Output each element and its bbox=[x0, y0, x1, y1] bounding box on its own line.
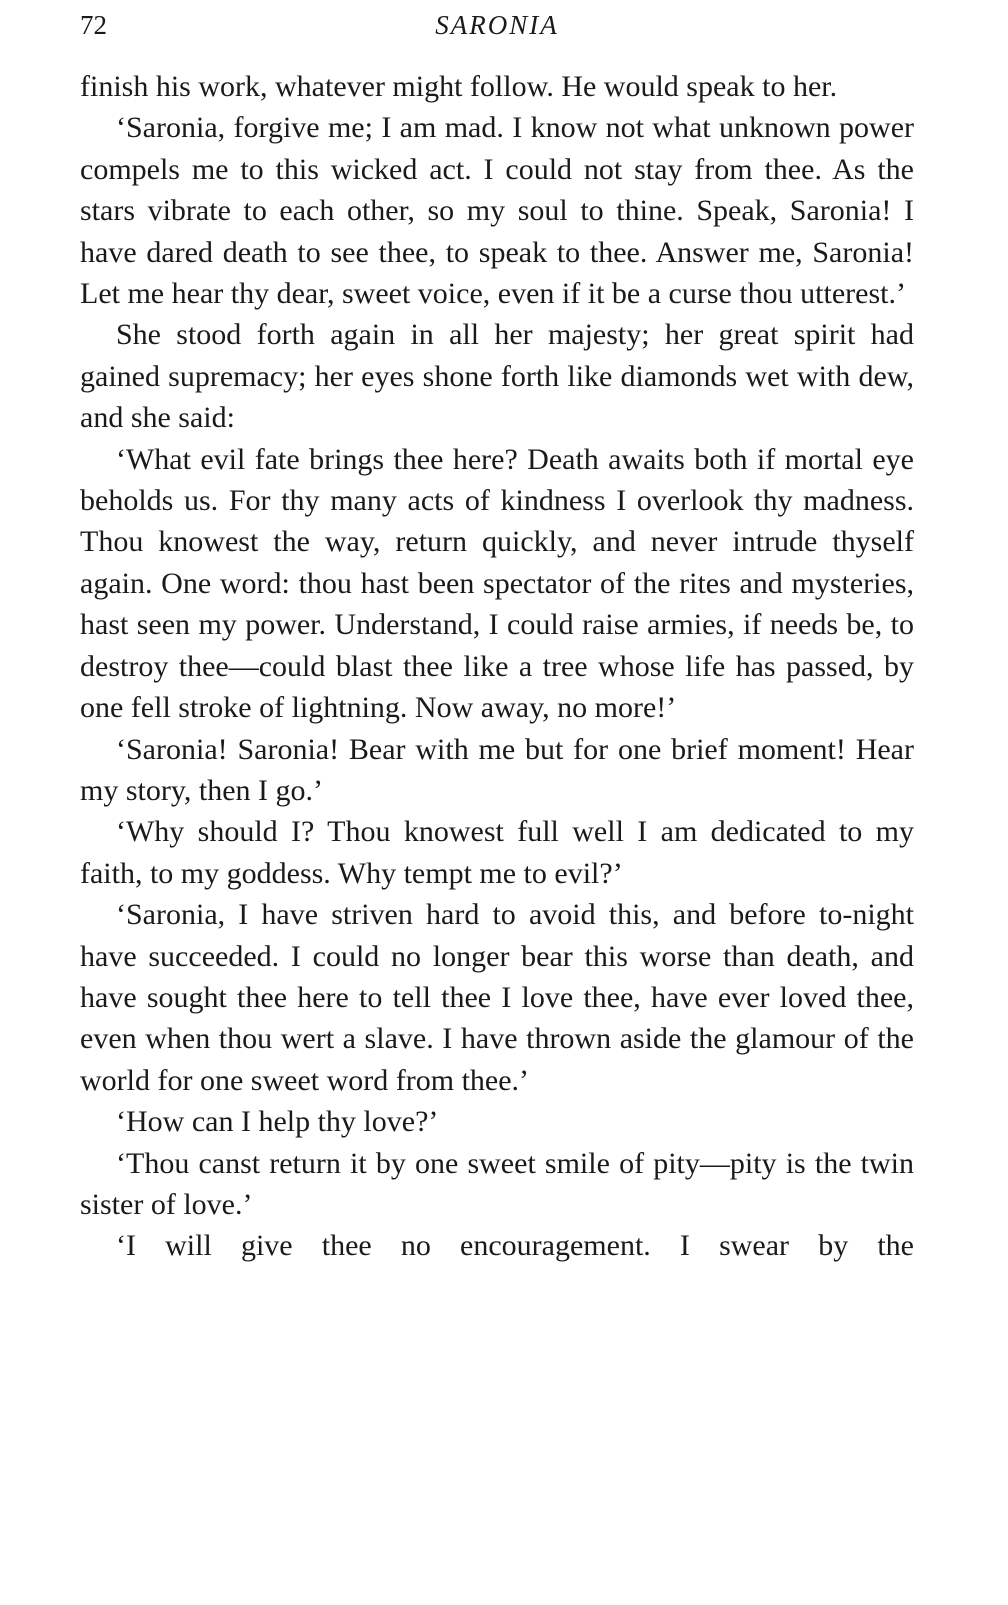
body-text bbox=[80, 66, 914, 1267]
paragraph: ‘Saronia, forgive me; I am mad. I know not what unknown power compels me to this wicked act. I could not stay from thee. As the stars vibrate to each other, so my soul to thine. Speak, Saronia! I have dared death to see thee, to speak to thee. Answer me, Saronia! Let me hear thy dear, sweet voice, even if it be a curse thou utterest.’ bbox=[80, 111, 914, 311]
paragraph: ‘Saronia! Saronia! Bear with me but for one brief moment! Hear my story, then I go.’ bbox=[80, 732, 914, 807]
paragraph-continues: ‘I will give thee no encouragement. I swear by the bbox=[116, 1229, 914, 1263]
running-title: SARONIA bbox=[435, 10, 559, 40]
paragraph: ‘How can I help thy love?’ bbox=[116, 1105, 439, 1139]
paragraph: ‘Saronia, I have striven hard to avoid this, and before to-night have succeeded. I could no longer bear this worse than death, and have sought thee here to tell thee I love thee, have ever loved thee, even when thou wert a slave. I have thrown aside the glamour of the world for one sweet word from thee.’ bbox=[80, 898, 914, 1097]
paragraph: ‘Why should I? Thou knowest full well I am dedicated to my faith, to my goddess. Why tempt me to evil?’ bbox=[80, 815, 914, 890]
page-number: 72 bbox=[80, 10, 107, 40]
running-head bbox=[80, 8, 914, 42]
paragraph: ‘Thou canst return it by one sweet smile of pity—pity is the twin sister of love.’ bbox=[80, 1146, 914, 1221]
paragraph-continuation: finish his work, whatever might follow. He would speak to her. bbox=[80, 70, 838, 103]
paragraph: She stood forth again in all her majesty; her great spirit had gained supremacy; her eyes shone forth like diamonds wet with dew, and she said: bbox=[80, 318, 914, 435]
paragraph: ‘What evil fate brings thee here? Death awaits both if mortal eye beholds us. For thy many acts of kindness I overlook thy madness. Thou knowest the way, return quickly, and never intrude thyself again. One word: thou hast been spectator of the rites and mysteries, hast seen my power. Understand, I could raise armies, if needs be, to destroy thee—could blast thee like a tree whose life has passed, by one fell stroke of lightning. Now away, no more!’ bbox=[80, 442, 914, 725]
